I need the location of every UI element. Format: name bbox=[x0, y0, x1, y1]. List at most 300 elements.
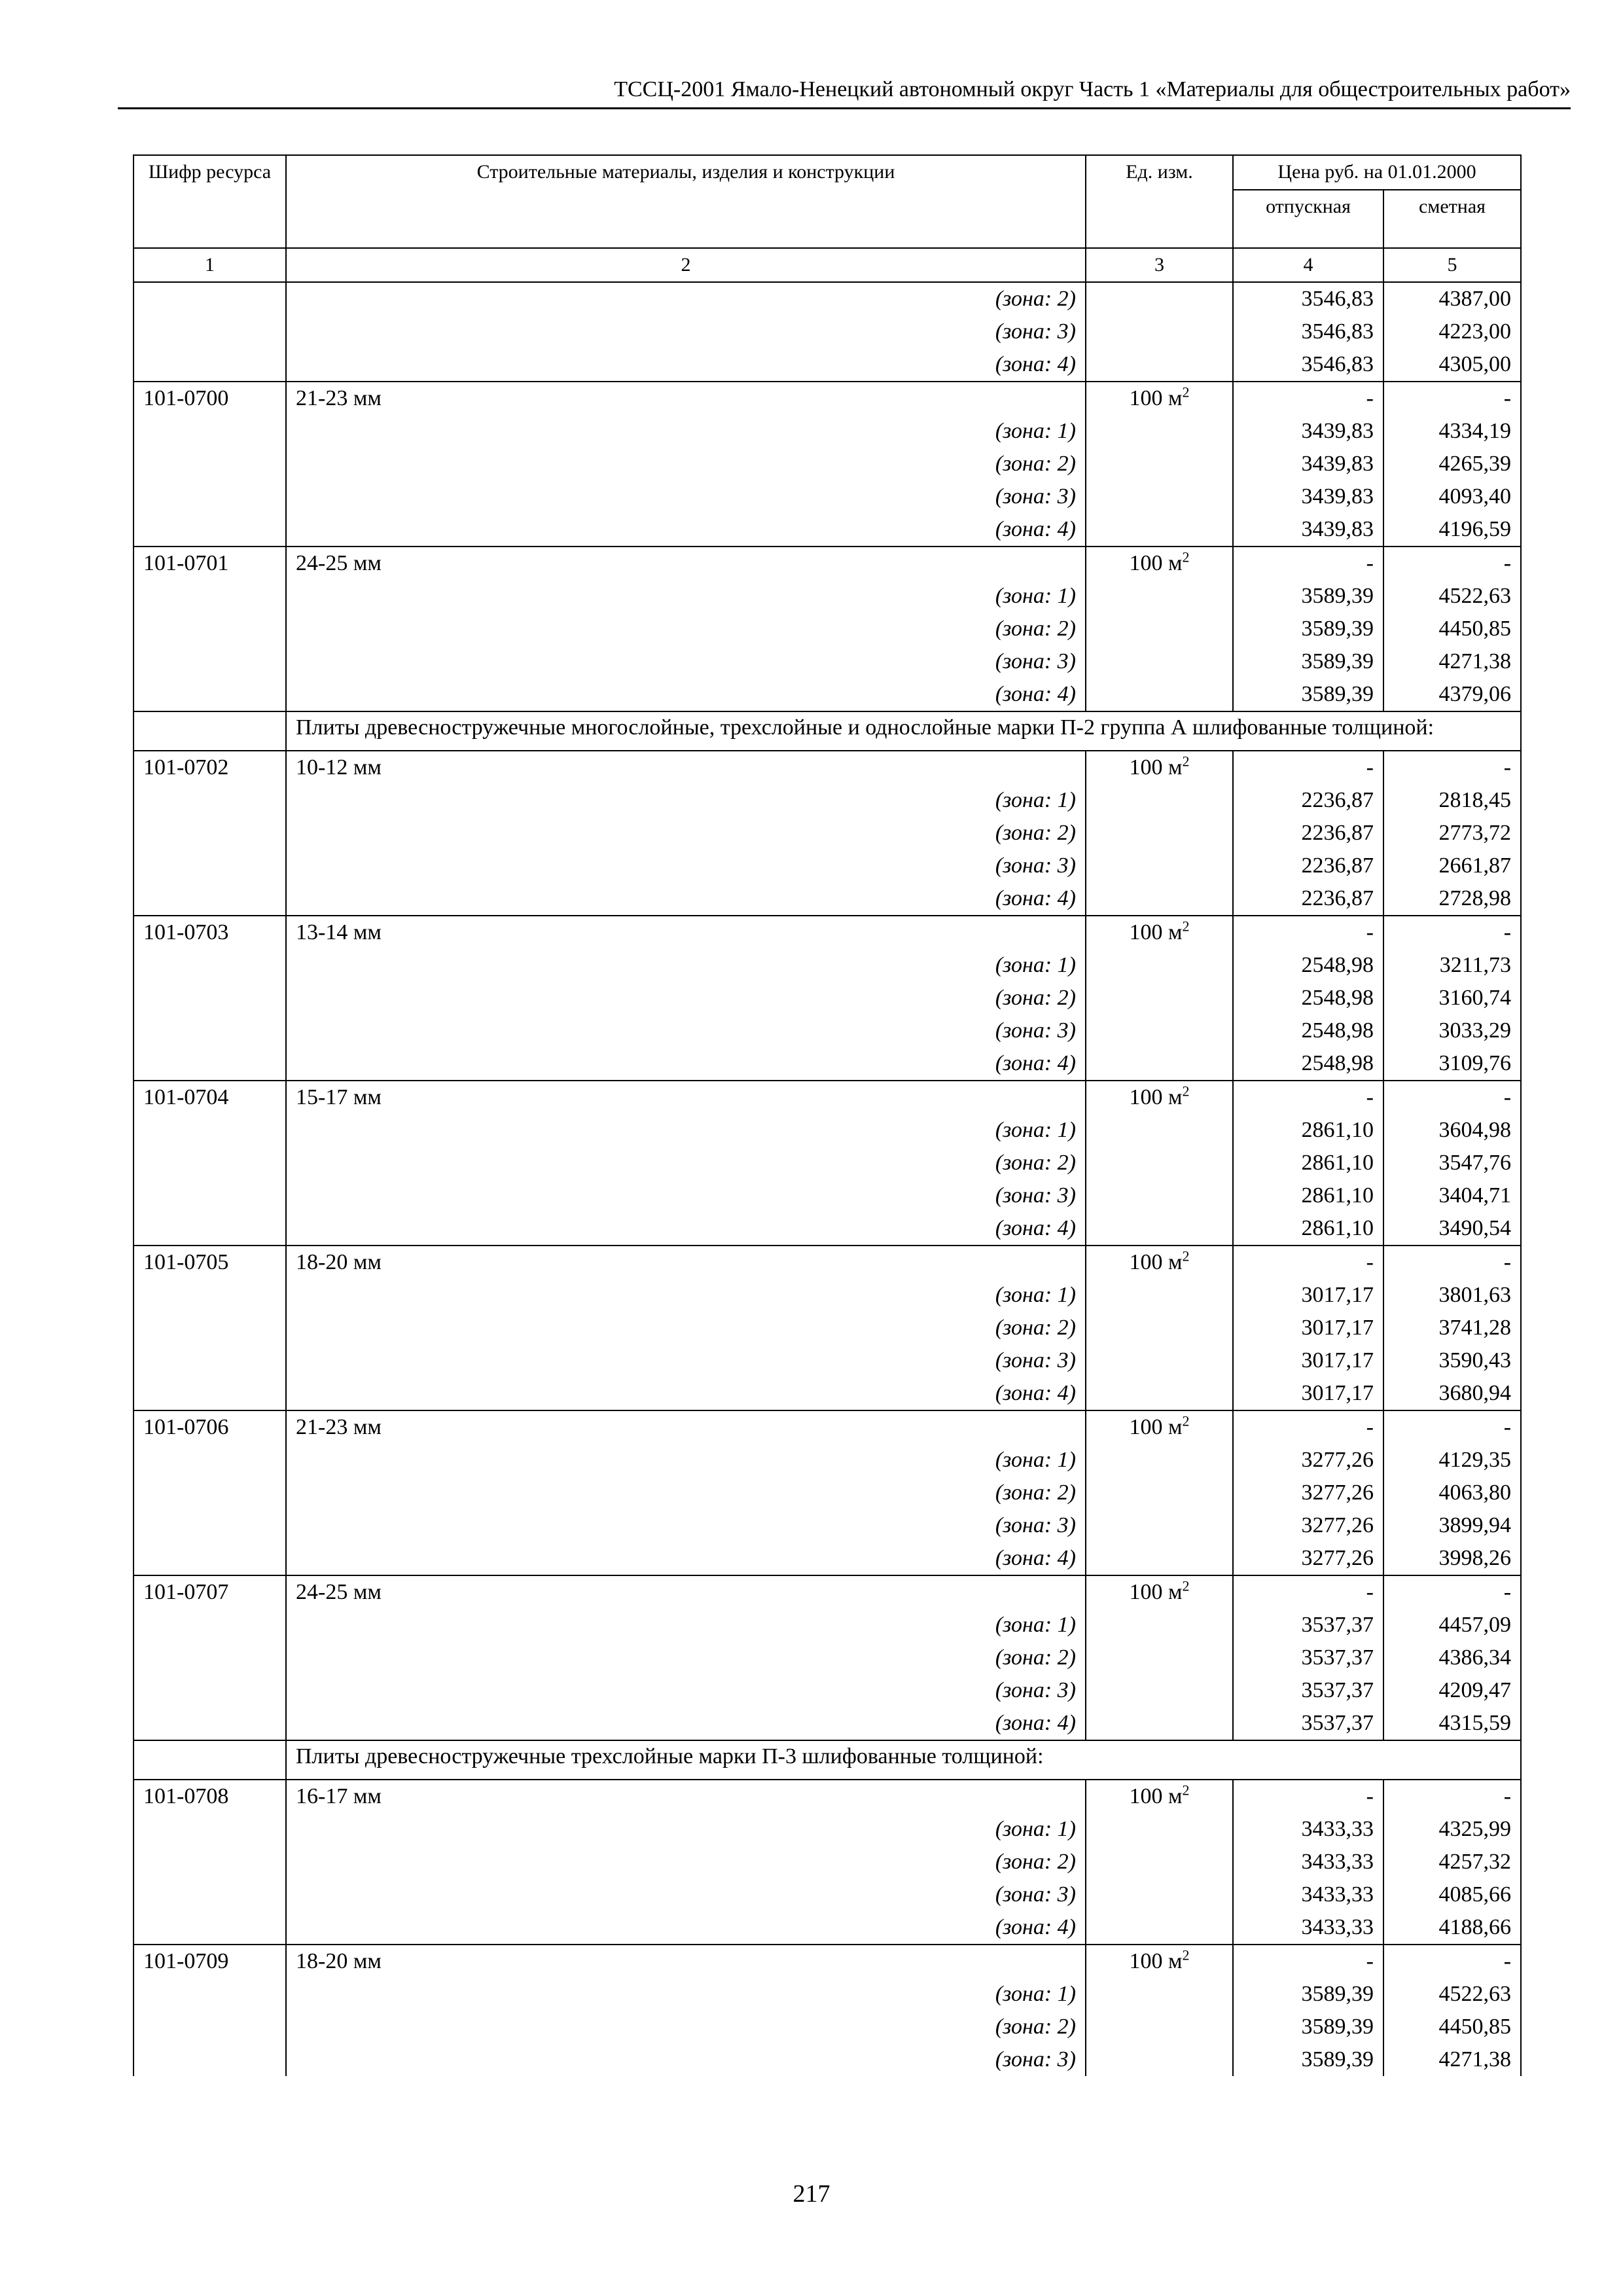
zone-row bbox=[134, 850, 1521, 882]
resource-code: 101-0706 bbox=[134, 1410, 286, 1444]
material-name: 18-20 мм bbox=[286, 1246, 1086, 1279]
unit-cell bbox=[1086, 817, 1233, 850]
table-row bbox=[134, 1081, 1521, 1114]
code-cell bbox=[134, 784, 286, 817]
unit-cell bbox=[1086, 547, 1233, 580]
release-price: - bbox=[1233, 916, 1383, 949]
estimate-price: 3211,73 bbox=[1383, 949, 1521, 982]
resource-code: 101-0705 bbox=[134, 1246, 286, 1279]
material-name: 10-12 мм bbox=[286, 751, 1086, 784]
code-cell bbox=[134, 1740, 286, 1780]
zone-label: (зона: 2) bbox=[286, 1312, 1086, 1344]
zone-row bbox=[134, 1641, 1521, 1674]
estimate-price: - bbox=[1383, 1575, 1521, 1609]
zone-label: (зона: 4) bbox=[286, 1911, 1086, 1945]
unit-cell bbox=[1086, 1813, 1233, 1846]
code-cell bbox=[134, 1542, 286, 1575]
code-cell bbox=[134, 982, 286, 1014]
release-price: 2548,98 bbox=[1233, 1014, 1383, 1047]
release-price: 3277,26 bbox=[1233, 1477, 1383, 1509]
release-price: 3433,33 bbox=[1233, 1911, 1383, 1945]
zone-label: (зона: 2) bbox=[286, 817, 1086, 850]
release-price: 3546,83 bbox=[1233, 282, 1383, 315]
zone-label: (зона: 2) bbox=[286, 982, 1086, 1014]
estimate-price: 4257,32 bbox=[1383, 1846, 1521, 1878]
code-cell bbox=[134, 1878, 286, 1911]
unit-cell bbox=[1086, 415, 1233, 448]
unit-cell bbox=[1086, 513, 1233, 547]
unit-exponent: 2 bbox=[1182, 1083, 1190, 1100]
estimate-price: 4129,35 bbox=[1383, 1444, 1521, 1477]
zone-label: (зона: 4) bbox=[286, 882, 1086, 916]
unit-label: 100 м bbox=[1129, 1580, 1183, 1604]
release-price: 3537,37 bbox=[1233, 1707, 1383, 1740]
code-cell bbox=[134, 711, 286, 751]
release-price: 3439,83 bbox=[1233, 415, 1383, 448]
zone-row bbox=[134, 1846, 1521, 1878]
code-cell bbox=[134, 1014, 286, 1047]
zone-row bbox=[134, 1674, 1521, 1707]
release-price: - bbox=[1233, 1575, 1383, 1609]
release-price: 3277,26 bbox=[1233, 1542, 1383, 1575]
zone-label: (зона: 1) bbox=[286, 1444, 1086, 1477]
zone-row bbox=[134, 784, 1521, 817]
estimate-price: 4315,59 bbox=[1383, 1707, 1521, 1740]
zone-label: (зона: 2) bbox=[286, 1641, 1086, 1674]
code-cell bbox=[134, 678, 286, 711]
unit-cell bbox=[1086, 1911, 1233, 1945]
release-price: 2236,87 bbox=[1233, 850, 1383, 882]
zone-row bbox=[134, 415, 1521, 448]
zone-label: (зона: 1) bbox=[286, 1978, 1086, 2011]
estimate-price: 4379,06 bbox=[1383, 678, 1521, 711]
release-price: 3017,17 bbox=[1233, 1344, 1383, 1377]
release-price: 3546,83 bbox=[1233, 315, 1383, 348]
unit-cell bbox=[1086, 1945, 1233, 1978]
zone-label: (зона: 3) bbox=[286, 480, 1086, 513]
estimate-price: 2728,98 bbox=[1383, 882, 1521, 916]
release-price: - bbox=[1233, 1081, 1383, 1114]
code-cell bbox=[134, 1978, 286, 2011]
estimate-price: - bbox=[1383, 916, 1521, 949]
zone-row bbox=[134, 1344, 1521, 1377]
estimate-price: 3590,43 bbox=[1383, 1344, 1521, 1377]
estimate-price: 3604,98 bbox=[1383, 1114, 1521, 1147]
code-cell bbox=[134, 1179, 286, 1212]
release-price: 3546,83 bbox=[1233, 348, 1383, 382]
code-cell bbox=[134, 480, 286, 513]
unit-cell bbox=[1086, 2043, 1233, 2076]
header-title: ТССЦ-2001 Ямало-Ненецкий автономный округ Часть 1 «Материалы для общестроительных работ» bbox=[614, 77, 1571, 101]
unit-cell bbox=[1086, 1780, 1233, 1813]
estimate-price: - bbox=[1383, 751, 1521, 784]
unit-cell bbox=[1086, 1014, 1233, 1047]
zone-row bbox=[134, 1477, 1521, 1509]
release-price: - bbox=[1233, 1780, 1383, 1813]
header-name: Строительные материалы, изделия и конструкции bbox=[286, 155, 1086, 248]
zone-label: (зона: 4) bbox=[286, 513, 1086, 547]
release-price: 3017,17 bbox=[1233, 1312, 1383, 1344]
unit-exponent: 2 bbox=[1182, 1577, 1190, 1594]
zone-label: (зона: 2) bbox=[286, 448, 1086, 480]
estimate-price: 2818,45 bbox=[1383, 784, 1521, 817]
estimate-price: - bbox=[1383, 1780, 1521, 1813]
release-price: 2861,10 bbox=[1233, 1147, 1383, 1179]
zone-label: (зона: 1) bbox=[286, 949, 1086, 982]
release-price: 3277,26 bbox=[1233, 1509, 1383, 1542]
code-cell bbox=[134, 1114, 286, 1147]
zone-row bbox=[134, 282, 1521, 315]
zone-row bbox=[134, 580, 1521, 613]
estimate-price: 3801,63 bbox=[1383, 1279, 1521, 1312]
zone-label: (зона: 1) bbox=[286, 415, 1086, 448]
header-release: отпускная bbox=[1233, 190, 1383, 248]
release-price: 3589,39 bbox=[1233, 2043, 1383, 2076]
zone-label: (зона: 3) bbox=[286, 645, 1086, 678]
unit-exponent: 2 bbox=[1182, 1412, 1190, 1429]
estimate-price: 4457,09 bbox=[1383, 1609, 1521, 1641]
zone-label: (зона: 4) bbox=[286, 678, 1086, 711]
zone-label: (зона: 2) bbox=[286, 282, 1086, 315]
table-row bbox=[134, 1780, 1521, 1813]
unit-exponent: 2 bbox=[1182, 753, 1190, 770]
estimate-price: 4450,85 bbox=[1383, 613, 1521, 645]
unit-cell bbox=[1086, 1212, 1233, 1246]
unit-exponent: 2 bbox=[1182, 1946, 1190, 1964]
column-number: 5 bbox=[1383, 248, 1521, 282]
table-row bbox=[134, 1246, 1521, 1279]
zone-row bbox=[134, 1911, 1521, 1945]
unit-cell bbox=[1086, 1279, 1233, 1312]
zone-row bbox=[134, 1813, 1521, 1846]
estimate-price: - bbox=[1383, 1081, 1521, 1114]
estimate-price: 4271,38 bbox=[1383, 645, 1521, 678]
unit-cell bbox=[1086, 1542, 1233, 1575]
code-cell bbox=[134, 348, 286, 382]
zone-row bbox=[134, 1014, 1521, 1047]
estimate-price: 3490,54 bbox=[1383, 1212, 1521, 1246]
table-row bbox=[134, 1945, 1521, 1978]
unit-label: 100 м bbox=[1129, 386, 1183, 410]
zone-row bbox=[134, 1279, 1521, 1312]
zone-label: (зона: 4) bbox=[286, 1377, 1086, 1410]
release-price: 3589,39 bbox=[1233, 613, 1383, 645]
unit-cell bbox=[1086, 448, 1233, 480]
zone-label: (зона: 1) bbox=[286, 1813, 1086, 1846]
release-price: 2548,98 bbox=[1233, 1047, 1383, 1081]
price-table bbox=[133, 154, 1522, 2076]
unit-cell bbox=[1086, 1377, 1233, 1410]
zone-label: (зона: 4) bbox=[286, 1212, 1086, 1246]
table-row bbox=[134, 751, 1521, 784]
resource-code: 101-0702 bbox=[134, 751, 286, 784]
unit-cell bbox=[1086, 580, 1233, 613]
code-cell bbox=[134, 817, 286, 850]
header-unit: Ед. изм. bbox=[1086, 155, 1233, 248]
estimate-price: 3899,94 bbox=[1383, 1509, 1521, 1542]
code-cell bbox=[134, 1911, 286, 1945]
unit-cell bbox=[1086, 1147, 1233, 1179]
estimate-price: 4188,66 bbox=[1383, 1911, 1521, 1945]
zone-label: (зона: 3) bbox=[286, 1674, 1086, 1707]
unit-label: 100 м bbox=[1129, 1949, 1183, 1973]
unit-cell bbox=[1086, 982, 1233, 1014]
resource-code: 101-0701 bbox=[134, 547, 286, 580]
unit-cell bbox=[1086, 1846, 1233, 1878]
header-price: Цена руб. на 01.01.2000 bbox=[1233, 155, 1521, 190]
table-body bbox=[134, 282, 1521, 2076]
unit-cell bbox=[1086, 282, 1233, 315]
material-name: 24-25 мм bbox=[286, 547, 1086, 580]
zone-label: (зона: 3) bbox=[286, 1344, 1086, 1377]
unit-cell bbox=[1086, 784, 1233, 817]
table-row bbox=[134, 1575, 1521, 1609]
code-cell bbox=[134, 282, 286, 315]
zone-label: (зона: 2) bbox=[286, 1147, 1086, 1179]
section-heading: Плиты древесностружечные трехслойные марки П-3 шлифованные толщиной: bbox=[286, 1740, 1521, 1780]
unit-exponent: 2 bbox=[1182, 1782, 1190, 1799]
resource-code: 101-0704 bbox=[134, 1081, 286, 1114]
estimate-price: 4063,80 bbox=[1383, 1477, 1521, 1509]
estimate-price: 4209,47 bbox=[1383, 1674, 1521, 1707]
unit-label: 100 м bbox=[1129, 1085, 1183, 1109]
unit-cell bbox=[1086, 751, 1233, 784]
estimate-price: 4305,00 bbox=[1383, 348, 1521, 382]
release-price: 3537,37 bbox=[1233, 1674, 1383, 1707]
release-price: 2548,98 bbox=[1233, 949, 1383, 982]
table-row bbox=[134, 916, 1521, 949]
material-name: 18-20 мм bbox=[286, 1945, 1086, 1978]
unit-cell bbox=[1086, 678, 1233, 711]
zone-label: (зона: 3) bbox=[286, 1014, 1086, 1047]
code-cell bbox=[134, 1147, 286, 1179]
code-cell bbox=[134, 415, 286, 448]
unit-cell bbox=[1086, 1081, 1233, 1114]
unit-cell bbox=[1086, 1509, 1233, 1542]
unit-cell bbox=[1086, 1978, 1233, 2011]
zone-row bbox=[134, 1509, 1521, 1542]
estimate-price: 3547,76 bbox=[1383, 1147, 1521, 1179]
code-cell bbox=[134, 850, 286, 882]
unit-cell bbox=[1086, 1114, 1233, 1147]
zone-row bbox=[134, 1444, 1521, 1477]
release-price: - bbox=[1233, 1246, 1383, 1279]
release-price: - bbox=[1233, 382, 1383, 415]
code-cell bbox=[134, 613, 286, 645]
estimate-price: 4522,63 bbox=[1383, 580, 1521, 613]
estimate-price: - bbox=[1383, 1246, 1521, 1279]
unit-exponent: 2 bbox=[1182, 918, 1190, 935]
zone-row bbox=[134, 1179, 1521, 1212]
estimate-price: - bbox=[1383, 1945, 1521, 1978]
unit-label: 100 м bbox=[1129, 920, 1183, 944]
code-cell bbox=[134, 882, 286, 916]
release-price: 3433,33 bbox=[1233, 1813, 1383, 1846]
zone-row bbox=[134, 1047, 1521, 1081]
zone-row bbox=[134, 982, 1521, 1014]
zone-label: (зона: 1) bbox=[286, 1114, 1086, 1147]
code-cell bbox=[134, 1707, 286, 1740]
resource-code: 101-0709 bbox=[134, 1945, 286, 1978]
code-cell bbox=[134, 1047, 286, 1081]
unit-cell bbox=[1086, 1707, 1233, 1740]
zone-label: (зона: 2) bbox=[286, 2011, 1086, 2043]
release-price: 3277,26 bbox=[1233, 1444, 1383, 1477]
estimate-price: 4522,63 bbox=[1383, 1978, 1521, 2011]
release-price: 2236,87 bbox=[1233, 784, 1383, 817]
zone-row bbox=[134, 480, 1521, 513]
table-row bbox=[134, 547, 1521, 580]
release-price: 3589,39 bbox=[1233, 2011, 1383, 2043]
unit-exponent: 2 bbox=[1182, 548, 1190, 565]
zone-row bbox=[134, 1609, 1521, 1641]
zone-row bbox=[134, 1707, 1521, 1740]
code-cell bbox=[134, 1312, 286, 1344]
code-cell bbox=[134, 1674, 286, 1707]
unit-cell bbox=[1086, 916, 1233, 949]
release-price: - bbox=[1233, 751, 1383, 784]
zone-row bbox=[134, 2043, 1521, 2076]
estimate-price: 4265,39 bbox=[1383, 448, 1521, 480]
code-cell bbox=[134, 1377, 286, 1410]
header-code: Шифр ресурса bbox=[134, 155, 286, 248]
resource-code: 101-0708 bbox=[134, 1780, 286, 1813]
zone-row bbox=[134, 2011, 1521, 2043]
estimate-price: 4196,59 bbox=[1383, 513, 1521, 547]
code-cell bbox=[134, 1813, 286, 1846]
release-price: - bbox=[1233, 1945, 1383, 1978]
column-number: 1 bbox=[134, 248, 286, 282]
zone-row bbox=[134, 882, 1521, 916]
unit-label: 100 м bbox=[1129, 551, 1183, 575]
zone-row bbox=[134, 645, 1521, 678]
release-price: - bbox=[1233, 1410, 1383, 1444]
release-price: 2861,10 bbox=[1233, 1212, 1383, 1246]
code-cell bbox=[134, 1509, 286, 1542]
zone-row bbox=[134, 613, 1521, 645]
release-price: 3433,33 bbox=[1233, 1878, 1383, 1911]
section-heading-row bbox=[134, 711, 1521, 751]
code-cell bbox=[134, 513, 286, 547]
code-cell bbox=[134, 1641, 286, 1674]
code-cell bbox=[134, 1344, 286, 1377]
release-price: 2548,98 bbox=[1233, 982, 1383, 1014]
code-cell bbox=[134, 580, 286, 613]
release-price: 2861,10 bbox=[1233, 1179, 1383, 1212]
estimate-price: - bbox=[1383, 547, 1521, 580]
release-price: 3433,33 bbox=[1233, 1846, 1383, 1878]
table-row bbox=[134, 382, 1521, 415]
page-number: 217 bbox=[793, 2180, 830, 2208]
unit-cell bbox=[1086, 1477, 1233, 1509]
release-price: 3439,83 bbox=[1233, 448, 1383, 480]
unit-cell bbox=[1086, 315, 1233, 348]
release-price: 3589,39 bbox=[1233, 645, 1383, 678]
running-header bbox=[118, 73, 1571, 109]
section-heading-row bbox=[134, 1740, 1521, 1780]
material-name: 13-14 мм bbox=[286, 916, 1086, 949]
zone-label: (зона: 4) bbox=[286, 1047, 1086, 1081]
code-cell bbox=[134, 1846, 286, 1878]
zone-label: (зона: 4) bbox=[286, 348, 1086, 382]
resource-code: 101-0707 bbox=[134, 1575, 286, 1609]
zone-label: (зона: 3) bbox=[286, 1179, 1086, 1212]
zone-row bbox=[134, 1878, 1521, 1911]
zone-label: (зона: 3) bbox=[286, 1509, 1086, 1542]
release-price: 3017,17 bbox=[1233, 1279, 1383, 1312]
estimate-price: 4450,85 bbox=[1383, 2011, 1521, 2043]
zone-row bbox=[134, 1377, 1521, 1410]
material-name: 16-17 мм bbox=[286, 1780, 1086, 1813]
material-name: 24-25 мм bbox=[286, 1575, 1086, 1609]
column-number: 4 bbox=[1233, 248, 1383, 282]
release-price: 3589,39 bbox=[1233, 1978, 1383, 2011]
estimate-price: - bbox=[1383, 382, 1521, 415]
unit-exponent: 2 bbox=[1182, 384, 1190, 401]
estimate-price: 4325,99 bbox=[1383, 1813, 1521, 1846]
estimate-price: 3680,94 bbox=[1383, 1377, 1521, 1410]
release-price: - bbox=[1233, 547, 1383, 580]
zone-row bbox=[134, 1312, 1521, 1344]
unit-cell bbox=[1086, 1674, 1233, 1707]
release-price: 3589,39 bbox=[1233, 678, 1383, 711]
zone-label: (зона: 3) bbox=[286, 850, 1086, 882]
zone-label: (зона: 1) bbox=[286, 1609, 1086, 1641]
release-price: 2861,10 bbox=[1233, 1114, 1383, 1147]
estimate-price: 4386,34 bbox=[1383, 1641, 1521, 1674]
section-heading: Плиты древесностружечные многослойные, трехслойные и однослойные марки П-2 группа А шлифованные толщиной: bbox=[286, 711, 1521, 751]
table-row bbox=[134, 1410, 1521, 1444]
release-price: 3537,37 bbox=[1233, 1641, 1383, 1674]
release-price: 3439,83 bbox=[1233, 513, 1383, 547]
estimate-price: 3109,76 bbox=[1383, 1047, 1521, 1081]
estimate-price: 4271,38 bbox=[1383, 2043, 1521, 2076]
zone-row bbox=[134, 315, 1521, 348]
zone-label: (зона: 1) bbox=[286, 784, 1086, 817]
zone-label: (зона: 1) bbox=[286, 580, 1086, 613]
material-name: 15-17 мм bbox=[286, 1081, 1086, 1114]
release-price: 2236,87 bbox=[1233, 882, 1383, 916]
estimate-price: 2773,72 bbox=[1383, 817, 1521, 850]
unit-cell bbox=[1086, 949, 1233, 982]
unit-cell bbox=[1086, 882, 1233, 916]
estimate-price: 4223,00 bbox=[1383, 315, 1521, 348]
zone-row bbox=[134, 1212, 1521, 1246]
unit-label: 100 м bbox=[1129, 1415, 1183, 1439]
unit-cell bbox=[1086, 1641, 1233, 1674]
estimate-price: 3033,29 bbox=[1383, 1014, 1521, 1047]
zone-row bbox=[134, 448, 1521, 480]
zone-row bbox=[134, 817, 1521, 850]
unit-cell bbox=[1086, 2011, 1233, 2043]
zone-row bbox=[134, 513, 1521, 547]
header-estimate: сметная bbox=[1383, 190, 1521, 248]
unit-cell bbox=[1086, 1344, 1233, 1377]
column-number: 3 bbox=[1086, 248, 1233, 282]
estimate-price: 3998,26 bbox=[1383, 1542, 1521, 1575]
estimate-price: 3404,71 bbox=[1383, 1179, 1521, 1212]
release-price: 3017,17 bbox=[1233, 1377, 1383, 1410]
estimate-price: 4387,00 bbox=[1383, 282, 1521, 315]
unit-label: 100 м bbox=[1129, 755, 1183, 780]
release-price: 3589,39 bbox=[1233, 580, 1383, 613]
unit-cell bbox=[1086, 480, 1233, 513]
code-cell bbox=[134, 2011, 286, 2043]
code-cell bbox=[134, 315, 286, 348]
estimate-price: 3160,74 bbox=[1383, 982, 1521, 1014]
material-name: 21-23 мм bbox=[286, 382, 1086, 415]
zone-row bbox=[134, 1542, 1521, 1575]
